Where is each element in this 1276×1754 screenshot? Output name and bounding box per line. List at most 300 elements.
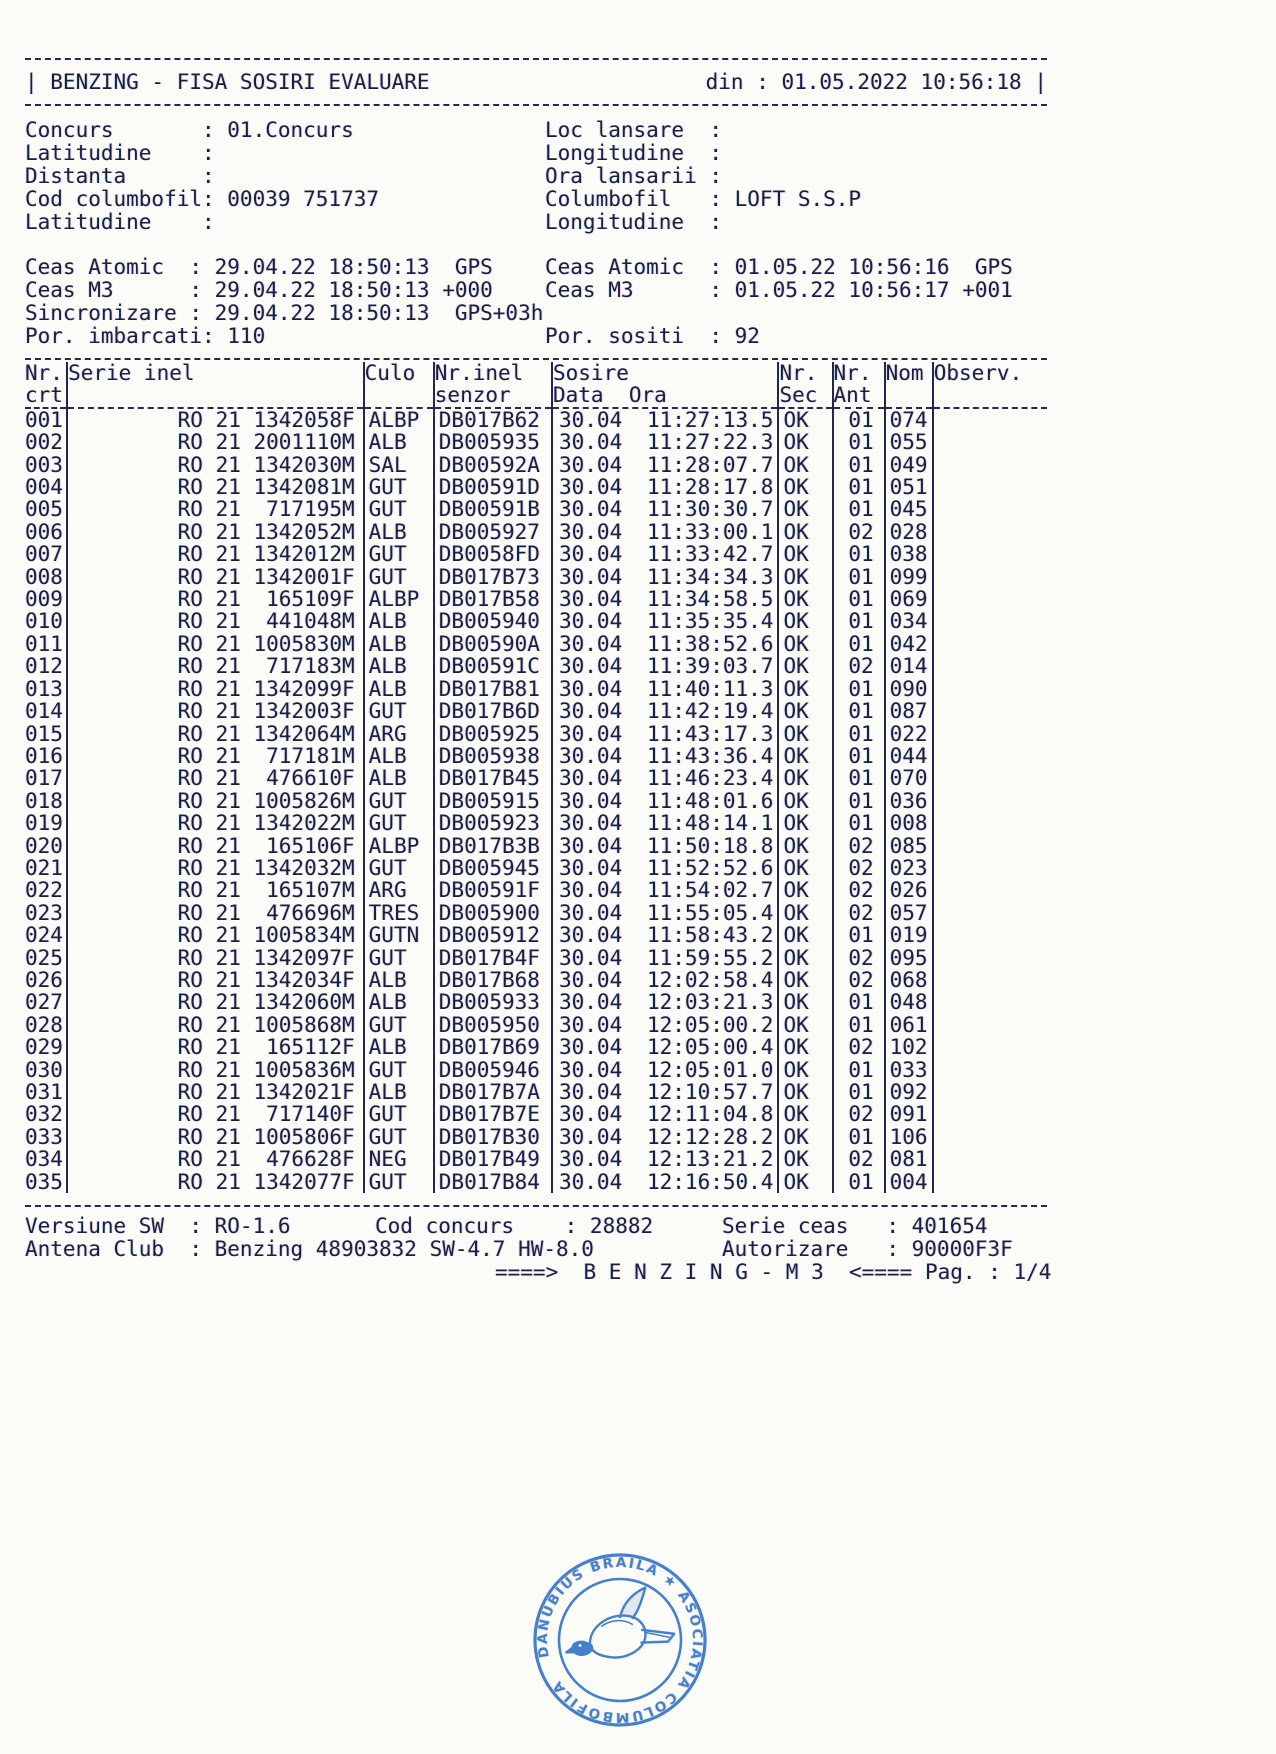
cell-sosire bbox=[552, 431, 778, 453]
table-row bbox=[25, 969, 1047, 991]
cell-sosire-ora: 11:46:23.4 bbox=[647, 767, 774, 790]
info-line: Latitudine : bbox=[25, 141, 215, 165]
cell-nr-crt: 003 bbox=[25, 454, 67, 476]
cell-observ bbox=[933, 1036, 1047, 1058]
table-row bbox=[25, 678, 1047, 700]
cell-sosire bbox=[552, 1014, 778, 1036]
cell-serie-inel: RO 21 165107M bbox=[67, 879, 364, 901]
cell-observ bbox=[933, 879, 1047, 901]
cell-nr-sec: OK bbox=[778, 745, 832, 767]
cell-nr-sec: OK bbox=[778, 1148, 832, 1170]
cell-observ bbox=[933, 633, 1047, 655]
cell-nr-sec: OK bbox=[778, 678, 832, 700]
contest-info-left bbox=[25, 119, 545, 234]
cell-nr-ant: 01 bbox=[833, 678, 885, 700]
cell-sosire-data: 30.04 bbox=[559, 722, 623, 745]
cell-nr-sec: OK bbox=[778, 991, 832, 1013]
cell-culoare: GUT bbox=[364, 1014, 434, 1036]
cell-nom: 095 bbox=[885, 947, 933, 969]
cell-nr-crt: 007 bbox=[25, 543, 67, 565]
cell-sosire-data: 30.04 bbox=[559, 924, 623, 947]
cell-serie-inel: RO 21 1342058F bbox=[67, 408, 364, 431]
cell-nr-sec: OK bbox=[778, 1014, 832, 1036]
col-sec-sub: Sec bbox=[778, 384, 832, 407]
report-page bbox=[25, 58, 1052, 1295]
cell-sosire-ora: 11:43:36.4 bbox=[647, 744, 774, 768]
table-row bbox=[25, 1081, 1047, 1103]
cell-sosire-ora: 12:05:01.0 bbox=[647, 1058, 774, 1081]
cell-observ bbox=[933, 767, 1047, 789]
results-table-body bbox=[25, 408, 1047, 1193]
cell-sosire bbox=[552, 476, 778, 498]
cell-sosire-ora: 11:59:55.2 bbox=[647, 946, 774, 969]
cell-sosire-ora: 12:16:50.4 bbox=[647, 1170, 774, 1194]
table-row bbox=[25, 857, 1047, 879]
cell-culoare: GUT bbox=[364, 790, 434, 812]
cell-nom: 085 bbox=[885, 835, 933, 857]
cod-concurs: Cod concurs : 28882 bbox=[375, 1214, 654, 1239]
cell-sosire-ora: 11:52:52.6 bbox=[647, 856, 774, 880]
cell-sosire bbox=[552, 566, 778, 588]
cell-nr-crt: 025 bbox=[25, 947, 67, 969]
cell-sosire-data: 30.04 bbox=[559, 991, 623, 1014]
cell-senzor: DB005925 bbox=[434, 723, 552, 745]
cell-serie-inel: RO 21 717195M bbox=[67, 498, 364, 520]
cell-nr-sec: OK bbox=[778, 947, 832, 969]
cell-serie-inel: RO 21 1342003F bbox=[67, 700, 364, 722]
contest-info-right bbox=[545, 119, 1047, 234]
cell-nr-sec: OK bbox=[778, 1126, 832, 1148]
cell-nom: 028 bbox=[885, 521, 933, 543]
cell-nr-crt: 019 bbox=[25, 812, 67, 834]
clock-line bbox=[545, 302, 1047, 325]
table-row bbox=[25, 588, 1047, 610]
cell-nr-crt: 004 bbox=[25, 476, 67, 498]
cell-nr-sec: OK bbox=[778, 498, 832, 520]
cell-sosire-data: 30.04 bbox=[559, 610, 623, 633]
cell-sosire-data: 30.04 bbox=[559, 968, 623, 992]
col-ant-sub: Ant bbox=[833, 384, 885, 407]
cell-sosire-data: 30.04 bbox=[559, 879, 623, 902]
cell-culoare: GUTN bbox=[364, 924, 434, 946]
cell-senzor: DB005927 bbox=[434, 521, 552, 543]
cell-sosire-ora: 11:39:03.7 bbox=[647, 655, 774, 678]
col-nom-sub bbox=[885, 384, 933, 407]
table-row bbox=[25, 723, 1047, 745]
cell-nr-sec: OK bbox=[778, 521, 832, 543]
cell-culoare: TRES bbox=[364, 902, 434, 924]
cell-observ bbox=[933, 610, 1047, 632]
cell-nr-ant: 01 bbox=[833, 745, 885, 767]
col-observ-sub bbox=[933, 384, 1047, 407]
cell-serie-inel: RO 21 1342001F bbox=[67, 566, 364, 588]
cell-nom: 061 bbox=[885, 1014, 933, 1036]
table-row bbox=[25, 1171, 1047, 1193]
cell-senzor: DB005940 bbox=[434, 610, 552, 632]
cell-senzor: DB00592A bbox=[434, 454, 552, 476]
table-row bbox=[25, 566, 1047, 588]
cell-sosire bbox=[552, 991, 778, 1013]
table-row bbox=[25, 947, 1047, 969]
cell-observ bbox=[933, 408, 1047, 431]
cell-sosire-ora: 11:28:17.8 bbox=[647, 476, 774, 499]
cell-sosire-data: 30.04 bbox=[559, 520, 623, 544]
report-footer bbox=[25, 1214, 1052, 1295]
cell-culoare: ARG bbox=[364, 723, 434, 745]
cell-nom: 023 bbox=[885, 857, 933, 879]
cell-serie-inel: RO 21 1005834M bbox=[67, 924, 364, 946]
cell-sosire-data: 30.04 bbox=[559, 565, 623, 589]
cell-nr-crt: 022 bbox=[25, 879, 67, 901]
cell-observ bbox=[933, 454, 1047, 476]
table-row bbox=[25, 1036, 1047, 1058]
stamp-ring-text-holder bbox=[528, 1548, 712, 1732]
cell-observ bbox=[933, 790, 1047, 812]
cell-nr-ant: 02 bbox=[833, 1036, 885, 1058]
cell-sosire-ora: 11:34:58.5 bbox=[647, 588, 774, 611]
cell-sosire bbox=[552, 924, 778, 946]
cell-serie-inel: RO 21 1342034F bbox=[67, 969, 364, 991]
clock-line: Sincronizare : 29.04.22 18:50:13 GPS+03h bbox=[25, 301, 544, 325]
cell-observ bbox=[933, 745, 1047, 767]
cell-sosire bbox=[552, 700, 778, 722]
cell-nom: 081 bbox=[885, 1148, 933, 1170]
cell-serie-inel: RO 21 165106F bbox=[67, 835, 364, 857]
cell-observ bbox=[933, 1014, 1047, 1036]
cell-sosire-data: 30.04 bbox=[559, 1013, 623, 1037]
cell-culoare: ALB bbox=[364, 678, 434, 700]
cell-nom: 022 bbox=[885, 723, 933, 745]
cell-sosire-data: 30.04 bbox=[559, 476, 623, 499]
cell-culoare: SAL bbox=[364, 454, 434, 476]
cell-serie-inel: RO 21 476628F bbox=[67, 1148, 364, 1170]
cell-sosire-data: 30.04 bbox=[559, 453, 623, 477]
versiune-sw: Versiune SW : RO-1.6 bbox=[25, 1214, 291, 1239]
table-row bbox=[25, 902, 1047, 924]
cell-culoare: ALB bbox=[364, 521, 434, 543]
cell-nr-sec: OK bbox=[778, 655, 832, 677]
cell-nr-ant: 01 bbox=[833, 588, 885, 610]
cell-sosire bbox=[552, 521, 778, 543]
cell-observ bbox=[933, 655, 1047, 677]
cell-nr-ant: 01 bbox=[833, 1126, 885, 1148]
cell-senzor: DB017B84 bbox=[434, 1171, 552, 1193]
info-line: Longitudine : bbox=[545, 210, 723, 234]
cell-culoare: GUT bbox=[364, 476, 434, 498]
cell-nr-ant: 01 bbox=[833, 723, 885, 745]
cell-culoare: ALBP bbox=[364, 588, 434, 610]
cell-sosire-data: 30.04 bbox=[559, 588, 623, 611]
cell-nr-crt: 033 bbox=[25, 1126, 67, 1148]
cell-observ bbox=[933, 543, 1047, 565]
cell-nr-sec: OK bbox=[778, 588, 832, 610]
cell-nr-ant: 02 bbox=[833, 902, 885, 924]
cell-nr-crt: 017 bbox=[25, 767, 67, 789]
cell-nom: 044 bbox=[885, 745, 933, 767]
cell-senzor: DB017B68 bbox=[434, 969, 552, 991]
autorizare: Autorizare : 90000F3F bbox=[722, 1237, 1013, 1262]
cell-nr-ant: 01 bbox=[833, 991, 885, 1013]
cell-observ bbox=[933, 1126, 1047, 1148]
cell-observ bbox=[933, 1081, 1047, 1103]
cell-sosire-ora: 11:27:22.3 bbox=[647, 431, 774, 454]
cell-senzor: DB017B7A bbox=[434, 1081, 552, 1103]
cell-senzor: DB017B73 bbox=[434, 566, 552, 588]
cell-sosire bbox=[552, 902, 778, 924]
cell-nom: 092 bbox=[885, 1081, 933, 1103]
cell-nom: 042 bbox=[885, 633, 933, 655]
cell-sosire bbox=[552, 947, 778, 969]
cell-nr-sec: OK bbox=[778, 633, 832, 655]
table-row bbox=[25, 1014, 1047, 1036]
cell-senzor: DB017B58 bbox=[434, 588, 552, 610]
cell-nr-sec: OK bbox=[778, 857, 832, 879]
cell-nr-ant: 02 bbox=[833, 969, 885, 991]
cell-nr-crt: 009 bbox=[25, 588, 67, 610]
cell-sosire bbox=[552, 790, 778, 812]
cell-nr-crt: 011 bbox=[25, 633, 67, 655]
info-line: Loc lansare : bbox=[545, 118, 723, 142]
antena-club: Antena Club : Benzing 48903832 SW-4.7 HW-8.0 bbox=[25, 1237, 594, 1262]
cell-sosire-data: 30.04 bbox=[559, 700, 623, 723]
cell-sosire-ora: 11:30:30.7 bbox=[647, 498, 774, 521]
cell-observ bbox=[933, 835, 1047, 857]
cell-nr-sec: OK bbox=[778, 790, 832, 812]
cell-senzor: DB017B3B bbox=[434, 835, 552, 857]
cell-sosire bbox=[552, 879, 778, 901]
cell-sosire bbox=[552, 633, 778, 655]
cell-nr-ant: 01 bbox=[833, 476, 885, 498]
cell-nom: 068 bbox=[885, 969, 933, 991]
col-nom: Nom bbox=[885, 362, 933, 384]
cell-serie-inel: RO 21 1342012M bbox=[67, 543, 364, 565]
cell-nr-sec: OK bbox=[778, 723, 832, 745]
cell-senzor: DB00591C bbox=[434, 655, 552, 677]
cell-nom: 034 bbox=[885, 610, 933, 632]
cell-sosire bbox=[552, 1059, 778, 1081]
cell-nr-ant: 02 bbox=[833, 947, 885, 969]
table-row bbox=[25, 498, 1047, 520]
cell-nom: 036 bbox=[885, 790, 933, 812]
cell-sosire bbox=[552, 767, 778, 789]
clock-line: Ceas M3 : 29.04.22 18:50:13 +000 bbox=[25, 278, 493, 302]
cell-serie-inel: RO 21 1342064M bbox=[67, 723, 364, 745]
cell-observ bbox=[933, 991, 1047, 1013]
cell-senzor: DB005923 bbox=[434, 812, 552, 834]
cell-culoare: GUT bbox=[364, 543, 434, 565]
cell-senzor: DB017B69 bbox=[434, 1036, 552, 1058]
cell-sosire bbox=[552, 969, 778, 991]
cell-nr-sec: OK bbox=[778, 610, 832, 632]
cell-sosire-ora: 11:50:18.8 bbox=[647, 834, 774, 857]
cell-senzor: DB005915 bbox=[434, 790, 552, 812]
table-row bbox=[25, 1126, 1047, 1148]
cell-culoare: GUT bbox=[364, 812, 434, 834]
cell-nr-ant: 01 bbox=[833, 1059, 885, 1081]
cell-senzor: DB005912 bbox=[434, 924, 552, 946]
pigeon-icon bbox=[555, 1584, 676, 1671]
cell-culoare: GUT bbox=[364, 1171, 434, 1193]
info-line: Ora lansarii : bbox=[545, 164, 723, 188]
cell-senzor: DB017B7E bbox=[434, 1103, 552, 1125]
cell-serie-inel: RO 21 1342081M bbox=[67, 476, 364, 498]
cell-nr-crt: 024 bbox=[25, 924, 67, 946]
table-row bbox=[25, 924, 1047, 946]
cell-sosire bbox=[552, 543, 778, 565]
cell-nr-ant: 02 bbox=[833, 521, 885, 543]
col-nr-crt: Nr. bbox=[25, 362, 67, 384]
cell-sosire bbox=[552, 1103, 778, 1125]
cell-nr-crt: 035 bbox=[25, 1171, 67, 1193]
cell-culoare: ALB bbox=[364, 969, 434, 991]
cell-serie-inel: RO 21 717181M bbox=[67, 745, 364, 767]
cell-serie-inel: RO 21 1342030M bbox=[67, 454, 364, 476]
results-table-header bbox=[25, 362, 1047, 408]
cell-serie-inel: RO 21 1005830M bbox=[67, 633, 364, 655]
cell-sosire-ora: 11:28:07.7 bbox=[647, 453, 774, 477]
cell-sosire-ora: 11:33:42.7 bbox=[647, 543, 774, 566]
cell-sosire-data: 30.04 bbox=[559, 632, 623, 656]
club-stamp bbox=[528, 1548, 712, 1732]
cell-nr-crt: 020 bbox=[25, 835, 67, 857]
cell-nr-crt: 008 bbox=[25, 566, 67, 588]
cell-nom: 033 bbox=[885, 1059, 933, 1081]
cell-sosire-data: 30.04 bbox=[559, 946, 623, 969]
cell-sosire bbox=[552, 655, 778, 677]
cell-nom: 004 bbox=[885, 1171, 933, 1193]
cell-observ bbox=[933, 857, 1047, 879]
cell-serie-inel: RO 21 1342099F bbox=[67, 678, 364, 700]
cell-serie-inel: RO 21 1005826M bbox=[67, 790, 364, 812]
col-serie-inel-sub bbox=[67, 384, 364, 407]
cell-observ bbox=[933, 1059, 1047, 1081]
cell-serie-inel: RO 21 1342097F bbox=[67, 947, 364, 969]
cell-observ bbox=[933, 812, 1047, 834]
cell-sosire-data: 30.04 bbox=[559, 498, 623, 521]
table-row bbox=[25, 1059, 1047, 1081]
cell-sosire-ora: 11:43:17.3 bbox=[647, 722, 774, 745]
cell-sosire-data: 30.04 bbox=[559, 901, 623, 925]
cell-senzor: DB017B30 bbox=[434, 1126, 552, 1148]
cell-serie-inel: RO 21 1342077F bbox=[67, 1171, 364, 1193]
cell-senzor: DB017B45 bbox=[434, 767, 552, 789]
cell-senzor: DB017B81 bbox=[434, 678, 552, 700]
results-table bbox=[25, 362, 1047, 1193]
page-number: Pag. : 1/4 bbox=[925, 1260, 1052, 1285]
cell-nr-crt: 018 bbox=[25, 790, 67, 812]
col-observ: Observ. bbox=[933, 362, 1023, 385]
cell-nr-sec: OK bbox=[778, 812, 832, 834]
cell-sosire-data: 30.04 bbox=[559, 812, 623, 835]
col-nr-ant: Nr. bbox=[833, 362, 885, 384]
cell-sosire bbox=[552, 835, 778, 857]
cell-sosire bbox=[552, 1171, 778, 1193]
cell-serie-inel: RO 21 717140F bbox=[67, 1103, 364, 1125]
cell-nr-crt: 032 bbox=[25, 1103, 67, 1125]
serie-ceas: Serie ceas : 401654 bbox=[722, 1214, 988, 1239]
cell-nr-ant: 01 bbox=[833, 790, 885, 812]
cell-sosire-data: 30.04 bbox=[559, 655, 623, 678]
divider bbox=[25, 1205, 1047, 1207]
cell-senzor: DB00591D bbox=[434, 476, 552, 498]
cell-sosire-data: 30.04 bbox=[559, 1170, 623, 1194]
cell-sosire bbox=[552, 678, 778, 700]
cell-senzor: DB005938 bbox=[434, 745, 552, 767]
col-senzor-sub: senzor bbox=[434, 384, 552, 407]
cell-nr-crt: 005 bbox=[25, 498, 67, 520]
cell-serie-inel: RO 21 165112F bbox=[67, 1036, 364, 1058]
divider bbox=[25, 358, 1047, 360]
cell-nr-crt: 026 bbox=[25, 969, 67, 991]
cell-serie-inel: RO 21 1342060M bbox=[67, 991, 364, 1013]
info-line: Cod columbofil: 00039 751737 bbox=[25, 187, 380, 211]
cell-sosire bbox=[552, 745, 778, 767]
cell-sosire-data: 30.04 bbox=[559, 1148, 623, 1171]
cell-nr-sec: OK bbox=[778, 1103, 832, 1125]
table-row bbox=[25, 767, 1047, 789]
cell-observ bbox=[933, 924, 1047, 946]
cell-nr-ant: 01 bbox=[833, 408, 885, 431]
cell-culoare: GUT bbox=[364, 947, 434, 969]
cell-observ bbox=[933, 1103, 1047, 1125]
cell-senzor: DB005945 bbox=[434, 857, 552, 879]
cell-nom: 070 bbox=[885, 767, 933, 789]
cell-nom: 038 bbox=[885, 543, 933, 565]
table-row bbox=[25, 543, 1047, 565]
cell-sosire-ora: 12:12:28.2 bbox=[647, 1125, 774, 1149]
cell-nr-crt: 031 bbox=[25, 1081, 67, 1103]
cell-culoare: ALB bbox=[364, 431, 434, 453]
benzing-m3-banner: ====> B E N Z I N G - M 3 <==== bbox=[495, 1260, 913, 1285]
divider bbox=[25, 104, 1047, 106]
table-row bbox=[25, 991, 1047, 1013]
cell-sosire bbox=[552, 610, 778, 632]
cell-nom: 014 bbox=[885, 655, 933, 677]
cell-nr-ant: 02 bbox=[833, 655, 885, 677]
cell-culoare: GUT bbox=[364, 1126, 434, 1148]
cell-nr-crt: 014 bbox=[25, 700, 67, 722]
cell-nr-ant: 01 bbox=[833, 767, 885, 789]
cell-sosire-ora: 11:48:14.1 bbox=[647, 812, 774, 835]
info-line: Longitudine : bbox=[545, 141, 723, 165]
cell-nr-sec: OK bbox=[778, 924, 832, 946]
cell-nom: 008 bbox=[885, 812, 933, 834]
col-culoare-sub bbox=[364, 384, 434, 407]
cell-sosire-ora: 11:35:35.4 bbox=[647, 610, 774, 633]
table-row bbox=[25, 408, 1047, 431]
cell-nom: 055 bbox=[885, 431, 933, 453]
cell-nom: 069 bbox=[885, 588, 933, 610]
cell-serie-inel: RO 21 717183M bbox=[67, 655, 364, 677]
cell-senzor: DB0058FD bbox=[434, 543, 552, 565]
cell-nr-sec: OK bbox=[778, 835, 832, 857]
cell-nom: 091 bbox=[885, 1103, 933, 1125]
cell-sosire bbox=[552, 498, 778, 520]
cell-observ bbox=[933, 902, 1047, 924]
cell-nr-ant: 01 bbox=[833, 566, 885, 588]
cell-nr-sec: OK bbox=[778, 1036, 832, 1058]
table-row bbox=[25, 633, 1047, 655]
table-row bbox=[25, 812, 1047, 834]
cell-observ bbox=[933, 431, 1047, 453]
cell-sosire-ora: 11:42:19.4 bbox=[647, 700, 774, 723]
cell-sosire-data: 30.04 bbox=[559, 431, 623, 454]
cell-nom: 048 bbox=[885, 991, 933, 1013]
cell-senzor: DB005933 bbox=[434, 991, 552, 1013]
cell-culoare: ALB bbox=[364, 745, 434, 767]
cell-sosire bbox=[552, 1081, 778, 1103]
cell-culoare: ALB bbox=[364, 655, 434, 677]
